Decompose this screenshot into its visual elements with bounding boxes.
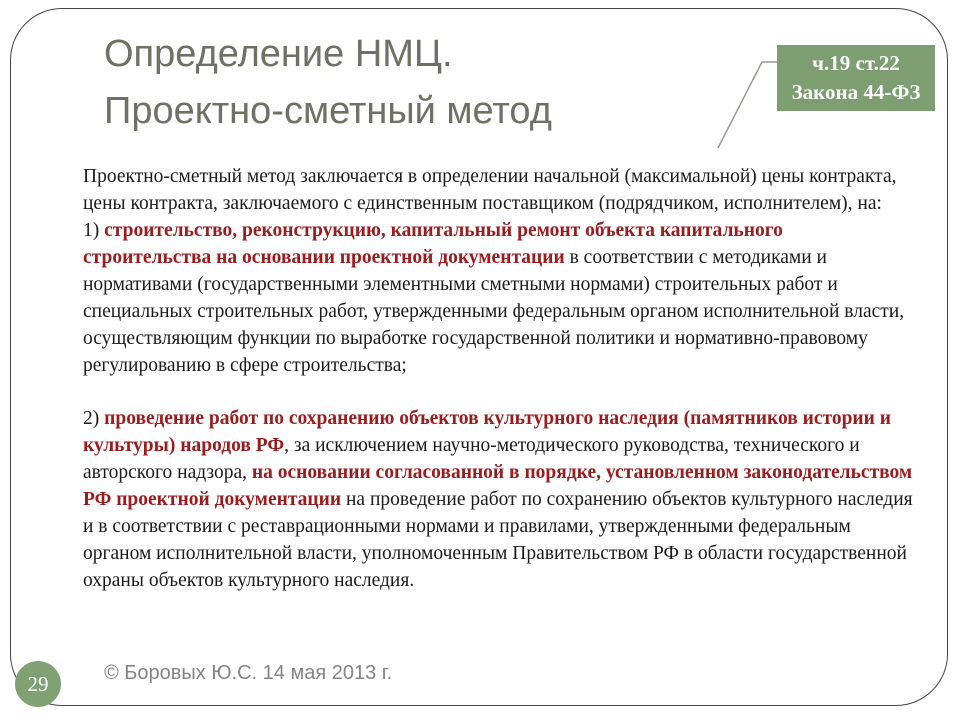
body-paragraph	[83, 405, 915, 594]
page-number: 29	[27, 671, 49, 696]
law-reference-line-1: ч.19 ст.22	[812, 51, 900, 75]
slide-title	[104, 26, 744, 140]
text-run: в соответствии с методиками и нормативами (государственными элементными сметными нормами) строительных работ и специальных строительных работ, утвержденными федеральным органом исполнительной власти, осуществляющим функции по выработке государственной политики и нормативно-правовому регулированию в сфере строительства;	[83, 247, 905, 376]
text-run: 2)	[83, 408, 105, 429]
copyright-text: © Боровых Ю.С. 14 мая 2013 г.	[104, 662, 393, 684]
slide-title-line-2: Проектно-сметный метод	[104, 90, 552, 132]
slide-title-line-1: Определение НМЦ.	[104, 33, 453, 75]
body-paragraph	[83, 217, 915, 379]
highlighted-text-run: проведение работ по сохранению объектов культурного наследия (памятников истории и культуры) народов РФ	[83, 408, 892, 456]
law-reference-badge	[777, 45, 935, 111]
text-run: Проектно-сметный метод заключается в определении начальной (максимальной) цены контракта, цены контракта, заключаемого с единственным поставщиком (подрядчиком, исполнителем), на:	[83, 166, 897, 214]
text-run: 1)	[83, 220, 105, 241]
text-run: , за исключением научно-методического руководства, технического и авторского надзора,	[83, 435, 860, 483]
body-text	[83, 163, 915, 594]
body-paragraph	[83, 163, 915, 217]
text-run: на проведение работ по сохранению объектов культурного наследия и в соответствии с реставрационными нормами и правилами, утвержденными федеральным органом исполнительной власти, уполномоченным Правительством РФ в области государственной охраны объектов культурного наследия.	[83, 489, 913, 591]
highlighted-text-run: строительство, реконструкцию, капитальный ремонт объекта капитального строительства на основании проектной документации	[83, 220, 783, 268]
highlighted-text-run: на основании согласованной в порядке, установленном законодательством РФ проектной документации	[83, 462, 913, 510]
page-number-badge	[15, 661, 61, 707]
law-reference-line-2: Закона 44-ФЗ	[791, 80, 921, 104]
